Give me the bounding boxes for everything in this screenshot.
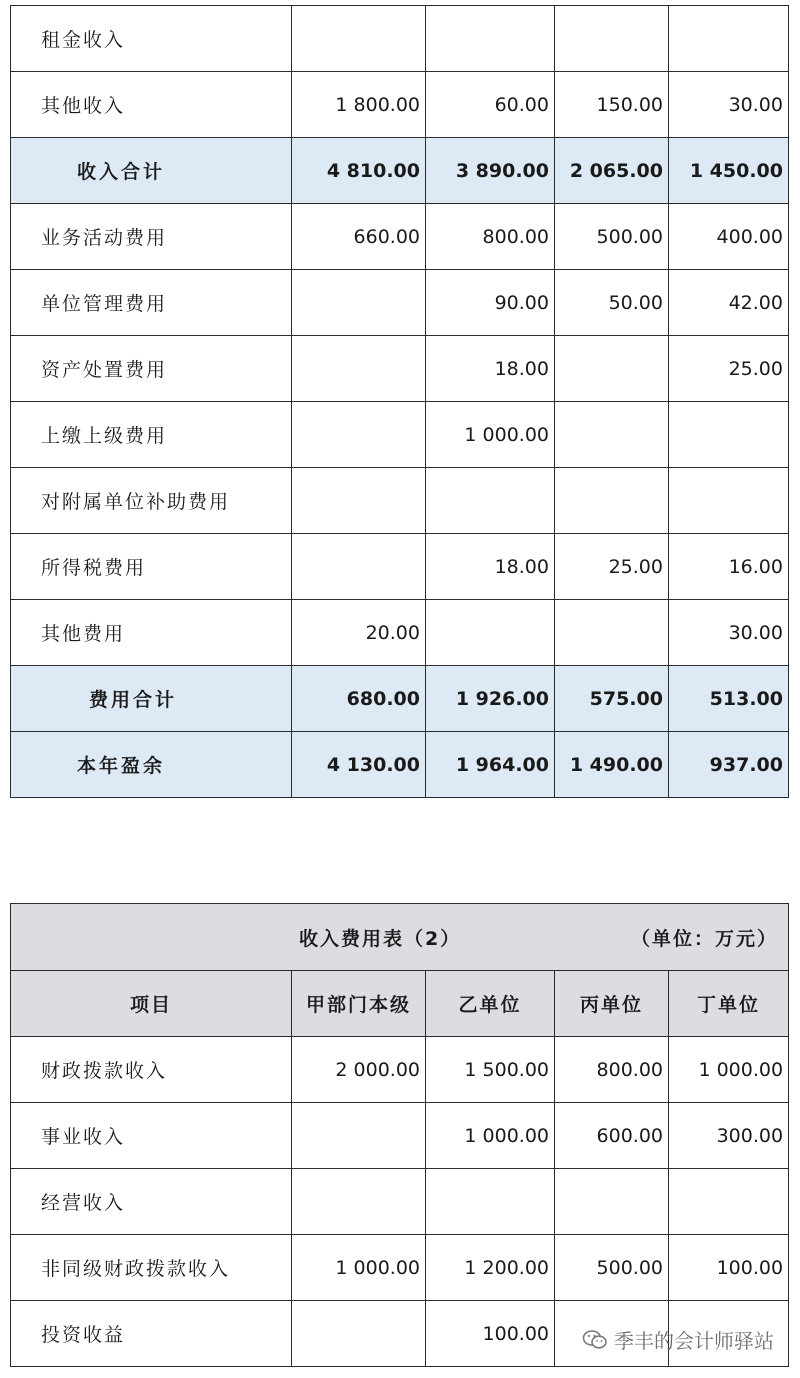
cell-jia: 660.00 bbox=[292, 204, 426, 270]
row-label: 所得税费用 bbox=[11, 534, 292, 600]
cell-ding: 400.00 bbox=[669, 204, 789, 270]
cell-ding bbox=[669, 6, 789, 72]
cell-jia bbox=[292, 1169, 426, 1235]
cell-jia: 1 800.00 bbox=[292, 72, 426, 138]
cell-ding bbox=[669, 468, 789, 534]
income-expense-table-2 bbox=[10, 903, 789, 1367]
cell-ding: 937.00 bbox=[669, 732, 789, 798]
cell-bing bbox=[555, 336, 669, 402]
row-label: 其他收入 bbox=[11, 72, 292, 138]
cell-ding: 30.00 bbox=[669, 72, 789, 138]
row-label: 其他费用 bbox=[11, 600, 292, 666]
cell-jia: 4 130.00 bbox=[292, 732, 426, 798]
row-label: 单位管理费用 bbox=[11, 270, 292, 336]
cell-yi: 1 200.00 bbox=[426, 1235, 555, 1301]
cell-jia: 2 000.00 bbox=[292, 1037, 426, 1103]
cell-jia: 680.00 bbox=[292, 666, 426, 732]
header-item: 项目 bbox=[11, 971, 292, 1037]
cell-jia: 1 000.00 bbox=[292, 1235, 426, 1301]
cell-jia: 20.00 bbox=[292, 600, 426, 666]
table-header-row bbox=[11, 971, 789, 1037]
cell-bing bbox=[555, 6, 669, 72]
header-bing: 丙单位 bbox=[555, 971, 669, 1037]
cell-bing: 2 065.00 bbox=[555, 138, 669, 204]
cell-jia bbox=[292, 402, 426, 468]
cell-yi bbox=[426, 1169, 555, 1235]
table-row-business-income bbox=[11, 1103, 789, 1169]
cell-yi: 90.00 bbox=[426, 270, 555, 336]
table-row-other-expense bbox=[11, 600, 789, 666]
cell-yi: 1 500.00 bbox=[426, 1037, 555, 1103]
table-unit: （单位：万元） bbox=[631, 928, 779, 950]
table-row-other-income bbox=[11, 72, 789, 138]
table-title-cell bbox=[11, 904, 789, 971]
cell-yi bbox=[426, 600, 555, 666]
cell-bing: 150.00 bbox=[555, 72, 669, 138]
row-label: 事业收入 bbox=[11, 1103, 292, 1169]
row-label: 业务活动费用 bbox=[11, 204, 292, 270]
cell-jia bbox=[292, 534, 426, 600]
watermark bbox=[582, 1325, 774, 1354]
row-label: 经营收入 bbox=[11, 1169, 292, 1235]
cell-yi: 1 000.00 bbox=[426, 1103, 555, 1169]
cell-ding: 16.00 bbox=[669, 534, 789, 600]
cell-yi bbox=[426, 468, 555, 534]
income-expense-table-continued bbox=[10, 5, 789, 798]
cell-bing bbox=[555, 402, 669, 468]
row-label: 对附属单位补助费用 bbox=[11, 468, 292, 534]
cell-ding bbox=[669, 402, 789, 468]
header-ding: 丁单位 bbox=[669, 971, 789, 1037]
table-row-operating-income bbox=[11, 1169, 789, 1235]
cell-jia bbox=[292, 336, 426, 402]
cell-ding: 100.00 bbox=[669, 1235, 789, 1301]
table-row-business-expense bbox=[11, 204, 789, 270]
header-yi: 乙单位 bbox=[426, 971, 555, 1037]
row-label: 收入合计 bbox=[11, 138, 292, 204]
row-label: 本年盈余 bbox=[11, 732, 292, 798]
cell-yi: 18.00 bbox=[426, 534, 555, 600]
table-row-income-total bbox=[11, 138, 789, 204]
table-row-expense-total bbox=[11, 666, 789, 732]
table-title: 收入费用表（2） bbox=[299, 928, 462, 950]
cell-yi: 18.00 bbox=[426, 336, 555, 402]
cell-bing: 600.00 bbox=[555, 1103, 669, 1169]
cell-bing: 800.00 bbox=[555, 1037, 669, 1103]
cell-yi bbox=[426, 6, 555, 72]
cell-jia bbox=[292, 1103, 426, 1169]
cell-yi: 100.00 bbox=[426, 1301, 555, 1367]
cell-yi: 1 964.00 bbox=[426, 732, 555, 798]
cell-bing: 575.00 bbox=[555, 666, 669, 732]
cell-ding: 30.00 bbox=[669, 600, 789, 666]
table-row-non-same-level-fiscal bbox=[11, 1235, 789, 1301]
table-row-fiscal-appropriation bbox=[11, 1037, 789, 1103]
cell-bing: 500.00 bbox=[555, 204, 669, 270]
cell-ding: 1 000.00 bbox=[669, 1037, 789, 1103]
row-label: 费用合计 bbox=[11, 666, 292, 732]
cell-ding: 513.00 bbox=[669, 666, 789, 732]
cell-yi: 1 926.00 bbox=[426, 666, 555, 732]
cell-ding: 42.00 bbox=[669, 270, 789, 336]
cell-bing: 25.00 bbox=[555, 534, 669, 600]
table-row-asset-disposal-expense bbox=[11, 336, 789, 402]
row-label: 投资收益 bbox=[11, 1301, 292, 1367]
cell-bing: 1 490.00 bbox=[555, 732, 669, 798]
table-row-income-tax-expense bbox=[11, 534, 789, 600]
row-label: 财政拨款收入 bbox=[11, 1037, 292, 1103]
row-label: 租金收入 bbox=[11, 6, 292, 72]
cell-yi: 800.00 bbox=[426, 204, 555, 270]
cell-jia bbox=[292, 1301, 426, 1367]
cell-ding bbox=[669, 1169, 789, 1235]
cell-jia: 4 810.00 bbox=[292, 138, 426, 204]
row-label: 非同级财政拨款收入 bbox=[11, 1235, 292, 1301]
row-label: 上缴上级费用 bbox=[11, 402, 292, 468]
cell-ding: 25.00 bbox=[669, 336, 789, 402]
cell-yi: 1 000.00 bbox=[426, 402, 555, 468]
cell-jia bbox=[292, 270, 426, 336]
table-row-admin-expense bbox=[11, 270, 789, 336]
wechat-icon bbox=[582, 1329, 608, 1351]
cell-ding: 300.00 bbox=[669, 1103, 789, 1169]
cell-bing bbox=[555, 468, 669, 534]
table-row-rent-income bbox=[11, 6, 789, 72]
cell-bing bbox=[555, 600, 669, 666]
cell-bing: 500.00 bbox=[555, 1235, 669, 1301]
row-label: 资产处置费用 bbox=[11, 336, 292, 402]
cell-ding: 1 450.00 bbox=[669, 138, 789, 204]
cell-yi: 60.00 bbox=[426, 72, 555, 138]
cell-jia bbox=[292, 468, 426, 534]
table-row-annual-surplus bbox=[11, 732, 789, 798]
table-title-row bbox=[11, 904, 789, 971]
header-jia: 甲部门本级 bbox=[292, 971, 426, 1037]
table-row-subsidiary-subsidy-expense bbox=[11, 468, 789, 534]
cell-bing: 50.00 bbox=[555, 270, 669, 336]
cell-jia bbox=[292, 6, 426, 72]
cell-bing bbox=[555, 1169, 669, 1235]
watermark-text: 季丰的会计师驿站 bbox=[614, 1329, 774, 1353]
table-row-remit-superior-expense bbox=[11, 402, 789, 468]
cell-yi: 3 890.00 bbox=[426, 138, 555, 204]
